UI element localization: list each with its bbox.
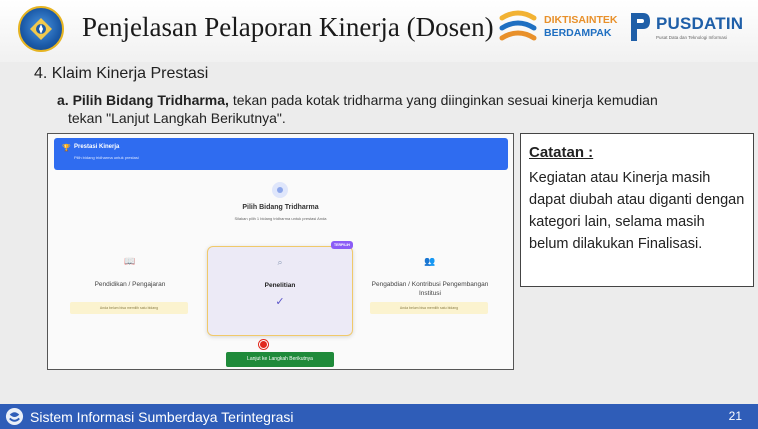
note-body: Kegiatan atau Kinerja masih dapat diubah atau diganti dengan kategori lain, selama masih belum dilakukan Finalisasi. [529, 170, 745, 252]
kemdikbud-logo-icon [18, 6, 64, 52]
app-heading: Pilih Bidang Tridharma [242, 204, 319, 211]
option-label: Penelitian [264, 282, 296, 289]
app-header-bar [54, 138, 508, 170]
berdampak-label: BERDAMPAK [544, 27, 612, 39]
next-step-button[interactable]: Lanjut ke Langkah Berikutnya [226, 352, 334, 367]
diktisaintek-mark-icon [498, 10, 538, 48]
slide-title: Penjelasan Pelaporan Kinerja (Dosen) [82, 12, 494, 42]
note-box [520, 133, 754, 287]
footer-logo-icon [5, 407, 24, 426]
pusdatin-logo [628, 8, 750, 50]
step-instruction-line2: tekan "Lanjut Langkah Berikutnya". [68, 110, 286, 126]
app-subheading: Silakan pilih 1 bidang tridharma untuk prestasi Anda [234, 216, 327, 221]
option-pengabdian[interactable] [360, 246, 500, 336]
step-instruction [57, 90, 658, 110]
footer-text: Sistem Informasi Sumberdaya Terintegrasi [30, 409, 294, 425]
option-note: Anda belum bisa memilih satu bidang [70, 302, 188, 314]
page-number: 21 [728, 409, 742, 423]
slide-footer [0, 404, 758, 429]
pusdatin-sublabel: Pusat Data dan Teknologi Informasi [656, 35, 727, 40]
step-prefix: a. Pilih Bidang Tridharma, [57, 92, 229, 108]
book-icon: 📖 [124, 256, 136, 266]
search-icon: ⌕ [277, 257, 283, 267]
people-icon: 👥 [424, 256, 436, 266]
pusdatin-label: PUSDATIN [656, 14, 744, 33]
step-rest: tekan pada kotak tridharma yang diinginkan sesuai kinerja kemudian [228, 92, 658, 108]
section-title: 4. Klaim Kinerja Prestasi [34, 65, 209, 82]
pusdatin-mark-icon [628, 11, 652, 43]
option-label: Pengabdian / Kontribusi Pengembangan Institusi [371, 281, 489, 297]
selected-badge: TERPILIH [331, 241, 353, 249]
slide-header [0, 0, 758, 62]
option-label: Pendidikan / Pengajaran [94, 281, 166, 288]
trophy-icon: 🏆 [62, 145, 71, 152]
check-circle-icon: ✓ [275, 296, 285, 308]
option-pendidikan[interactable] [60, 246, 200, 336]
option-note: Anda belum bisa memilih satu bidang [370, 302, 488, 314]
diktisaintek-logo [498, 8, 622, 50]
diktisaintek-label: DIKTISAINTEK [544, 14, 618, 26]
app-header-subtitle: Pilih bidang tridharma untuk prestasi [74, 155, 139, 160]
note-title: Catatan : [529, 144, 594, 161]
option-penelitian[interactable] [207, 246, 353, 336]
app-header-title: Prestasi Kinerja [74, 144, 120, 150]
click-indicator-icon [259, 340, 268, 349]
embedded-app-screenshot [47, 133, 514, 370]
